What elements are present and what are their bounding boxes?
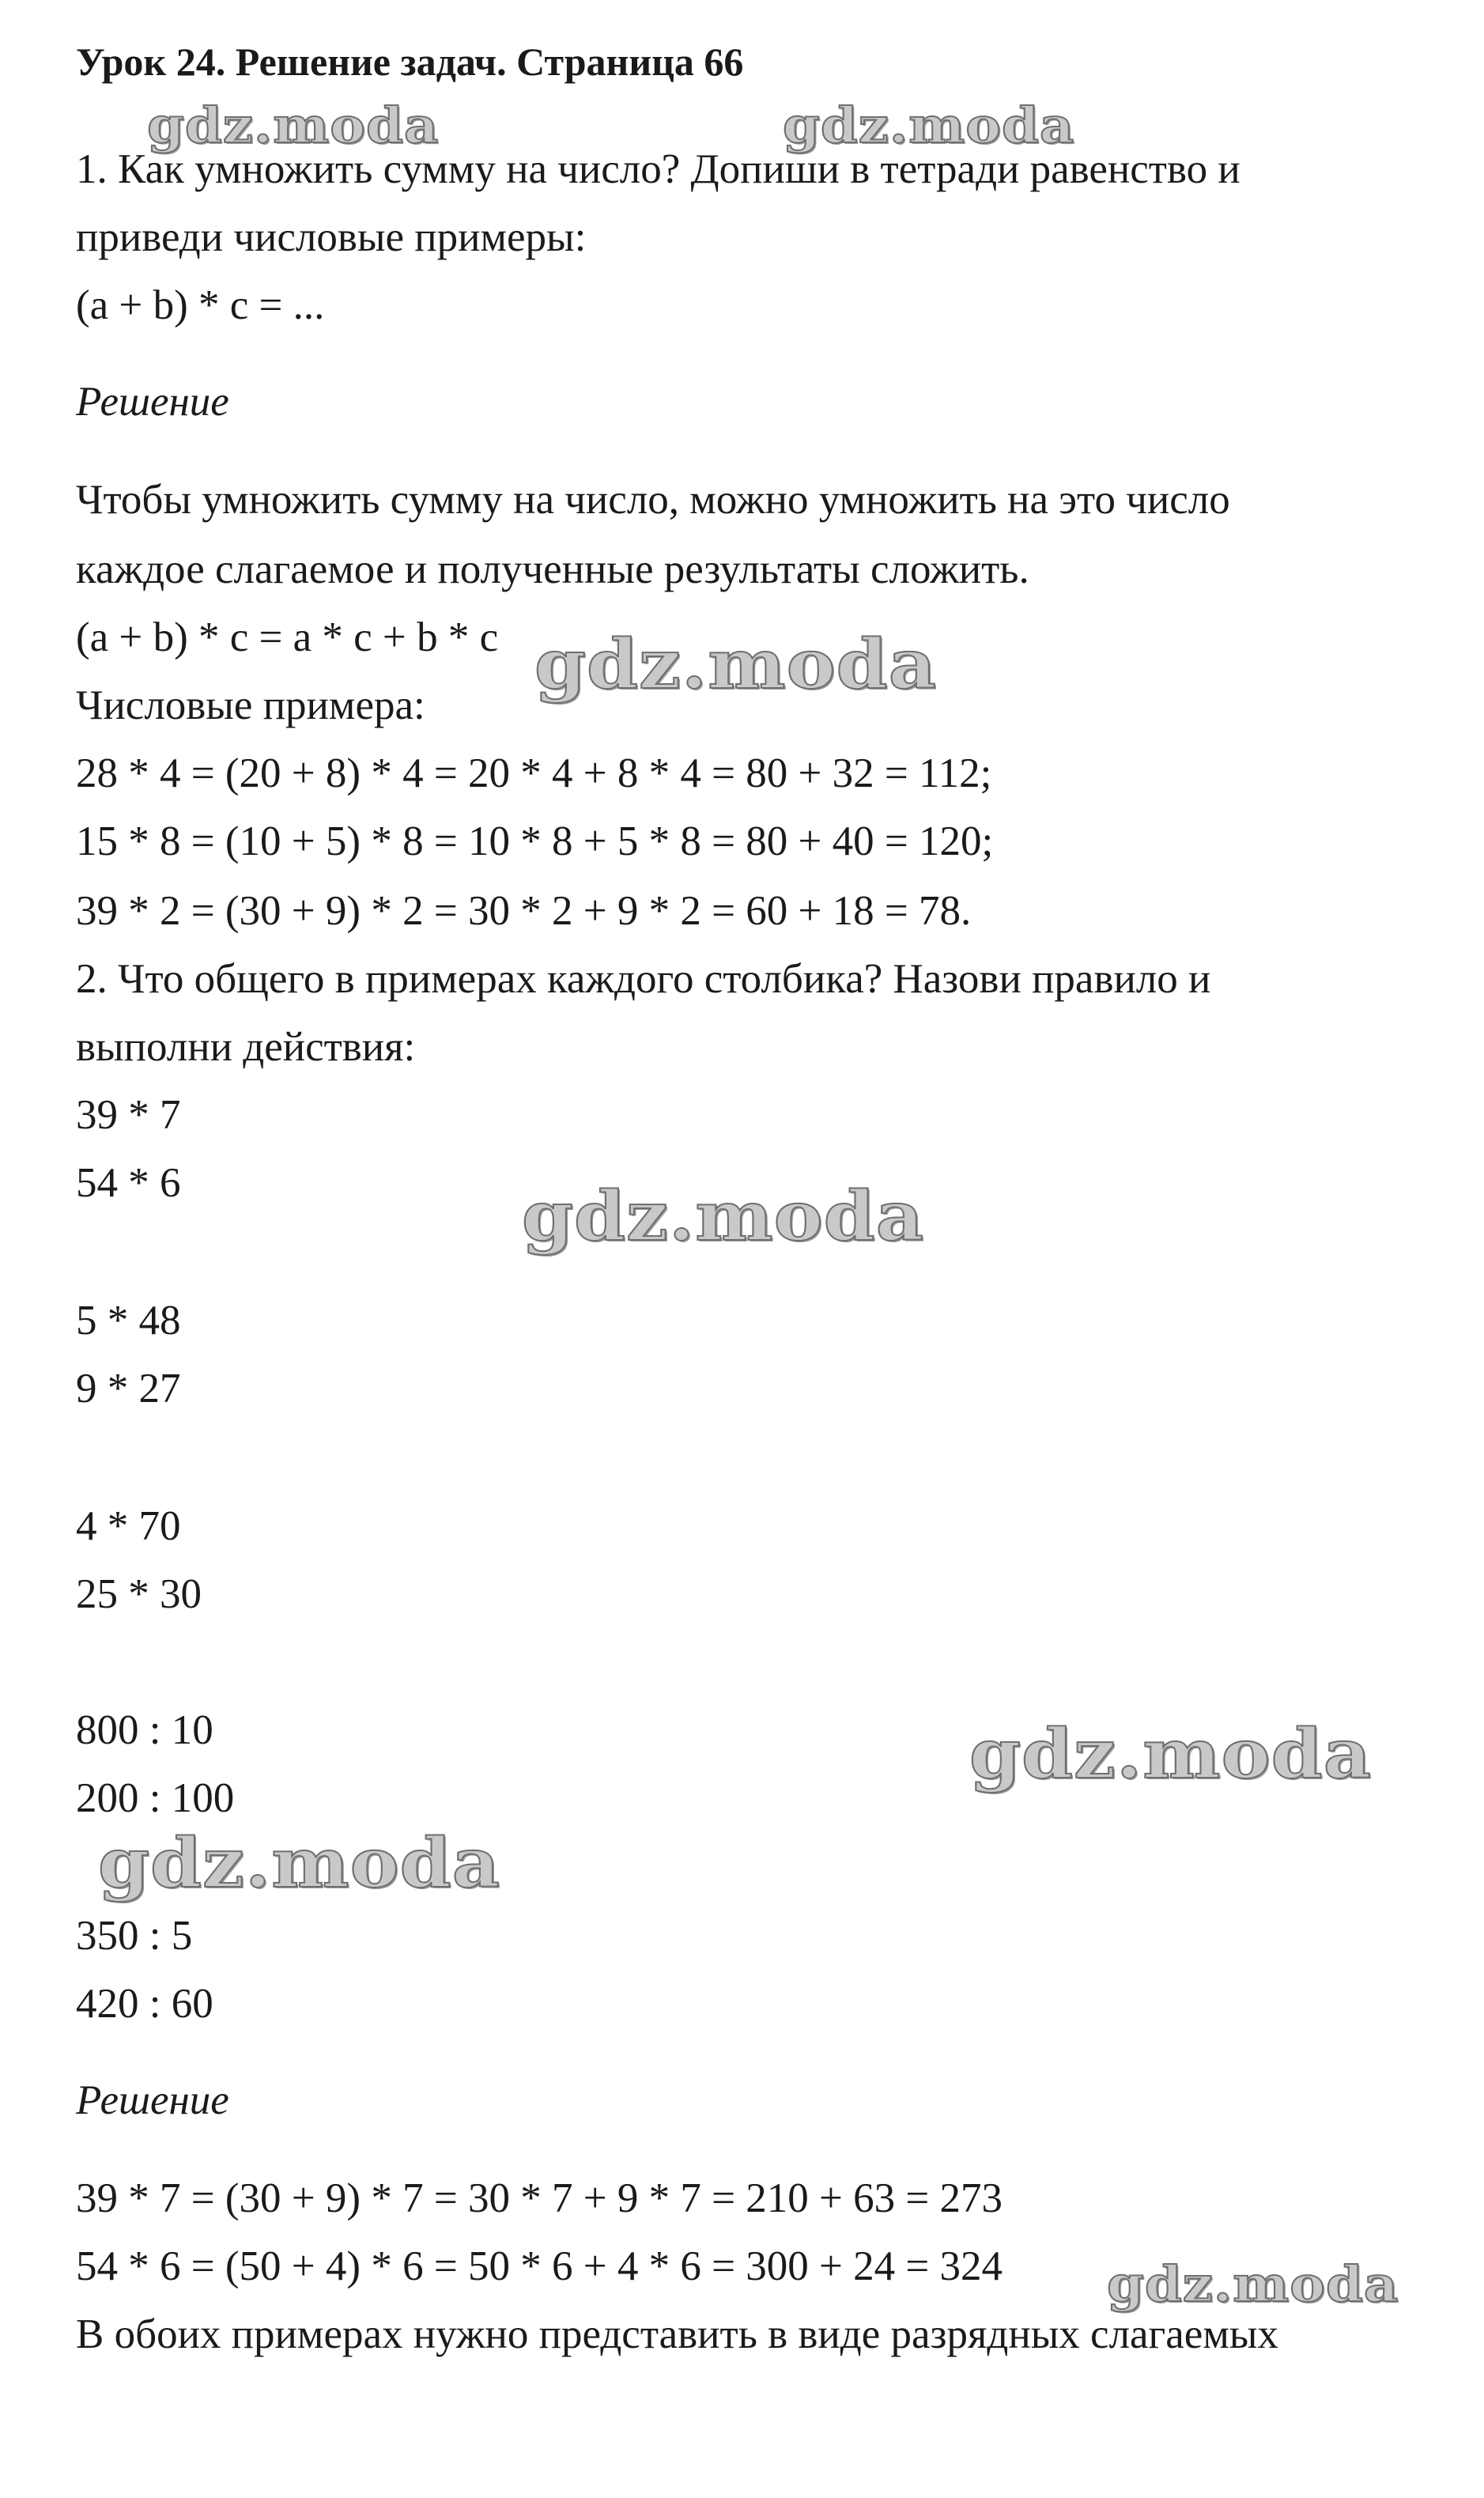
watermark: gdz.moda [98,1823,500,1903]
watermark: gdz.moda [783,96,1075,154]
task2-column-item: 54 * 6 [76,1160,181,1206]
task1-examples-label: Числовые примера: [76,682,425,728]
task2-solution-label: Решение [76,2077,229,2123]
task2-question-line1: 2. Что общего в примерах каждого столбика? Назови правило и [76,956,1211,1002]
task2-solution-line: 54 * 6 = (50 + 4) * 6 = 50 * 6 + 4 * 6 = 300 + 24 = 324 [76,2243,1003,2289]
task1-answer-line1: Чтобы умножить сумму на число, можно умножить на это число [76,477,1230,523]
task2-column-item: 9 * 27 [76,1366,181,1412]
watermark: gdz.moda [534,625,937,705]
page-title: Урок 24. Решение задач. Страница 66 [76,40,744,84]
task1-answer-formula: (a + b) * c = a * c + b * c [76,614,499,660]
task2-column-item: 4 * 70 [76,1503,181,1549]
watermark: gdz.moda [1107,2255,1399,2313]
task2-column-item: 5 * 48 [76,1298,181,1343]
task1-example: 39 * 2 = (30 + 9) * 2 = 30 * 2 + 9 * 2 = 60 + 18 = 78. [76,888,972,934]
task2-explanation: В обоих примерах нужно представить в виде разрядных слагаемых [76,2311,1278,2357]
watermark: gdz.moda [147,96,440,154]
task1-question-line1: 1. Как умножить сумму на число? Допиши в тетради равенство и [76,146,1240,192]
task2-column-item: 420 : 60 [76,1981,213,2027]
task2-question-line2: выполни действия: [76,1024,416,1070]
task1-answer-line2: каждое слагаемое и полученные результаты сложить. [76,546,1029,592]
watermark: gdz.moda [522,1177,924,1257]
task1-solution-label: Решение [76,379,229,425]
task2-column-item: 39 * 7 [76,1092,181,1138]
task1-formula: (a + b) * c = ... [76,282,325,328]
task1-example: 15 * 8 = (10 + 5) * 8 = 10 * 8 + 5 * 8 = 80 + 40 = 120; [76,818,994,864]
task1-question-line2: приведи числовые примеры: [76,214,587,260]
watermark: gdz.moda [969,1714,1372,1794]
task1-example: 28 * 4 = (20 + 8) * 4 = 20 * 4 + 8 * 4 = 80 + 32 = 112; [76,750,992,796]
task2-solution-line: 39 * 7 = (30 + 9) * 7 = 30 * 7 + 9 * 7 = 210 + 63 = 273 [76,2175,1003,2221]
task2-column-item: 350 : 5 [76,1913,193,1959]
task2-column-item: 200 : 100 [76,1775,235,1821]
task2-column-item: 25 * 30 [76,1571,202,1617]
task2-column-item: 800 : 10 [76,1707,213,1753]
